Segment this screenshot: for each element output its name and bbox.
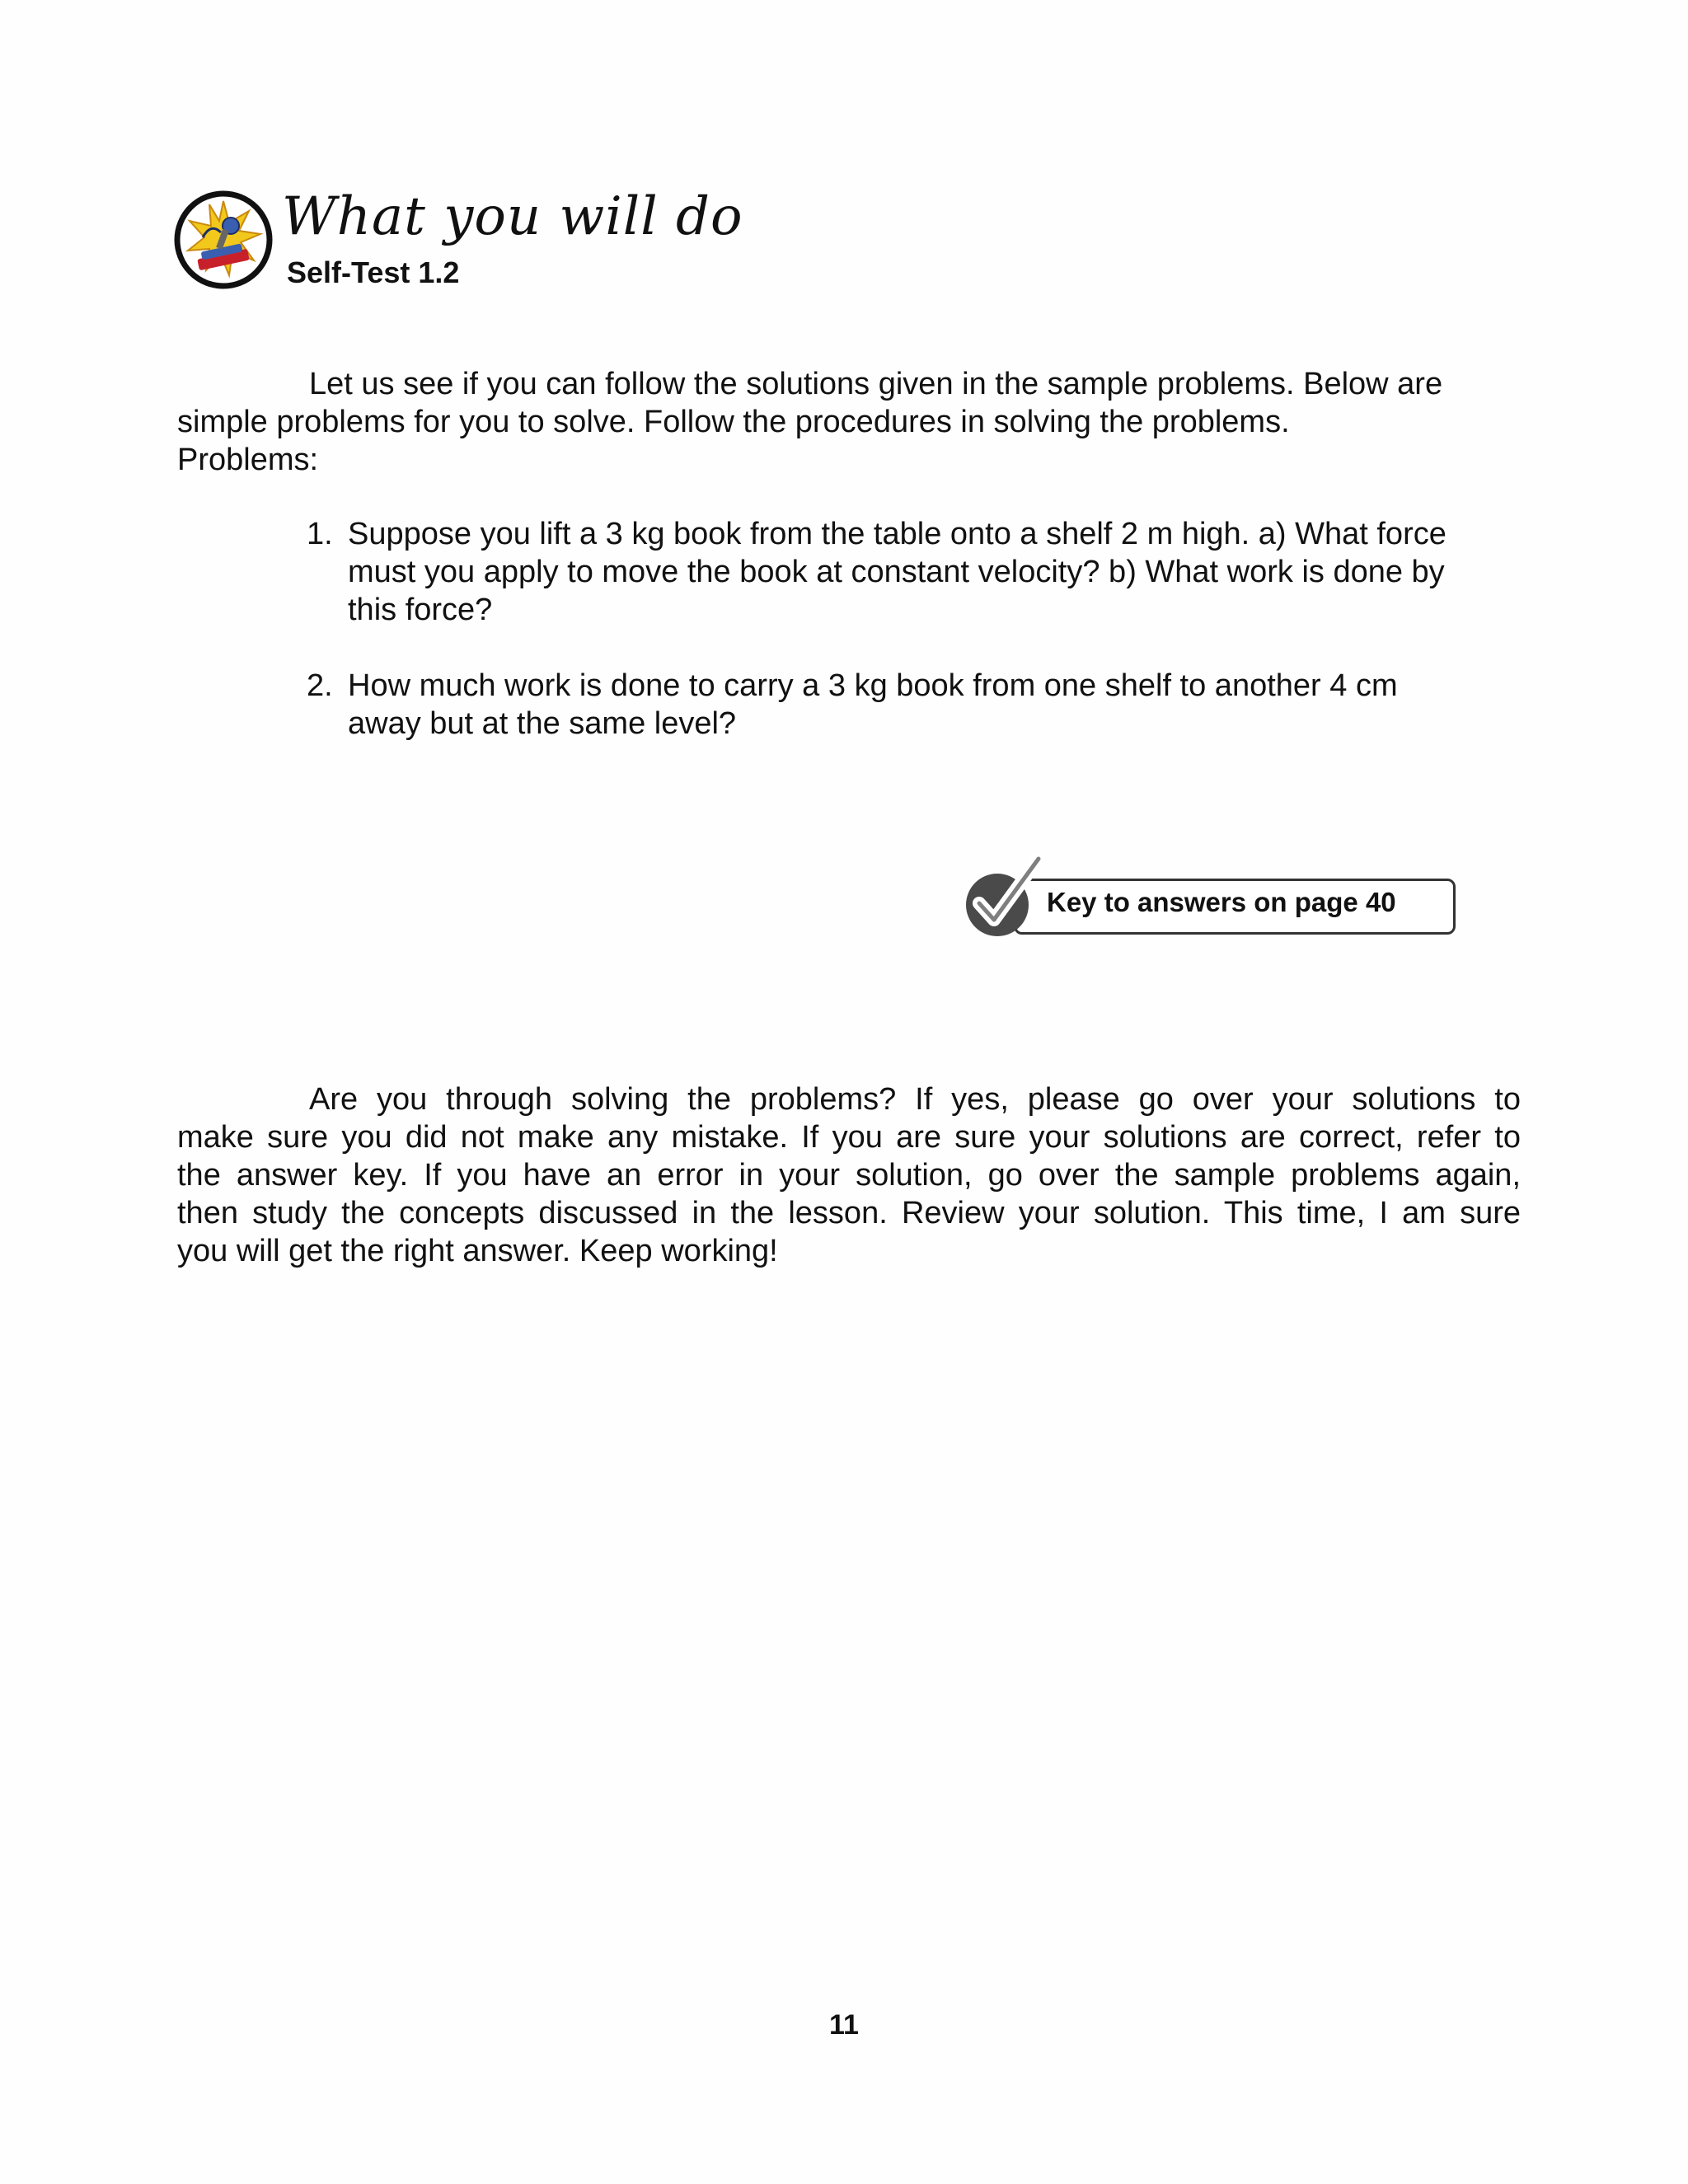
closing-line	[177, 1080, 1521, 1118]
closing-paragraph	[177, 1080, 1521, 1270]
section-header	[173, 186, 915, 293]
answer-key-callout	[963, 847, 1465, 940]
section-subtitle: Self-Test 1.2	[287, 255, 460, 289]
closing-line: the answer key. If you have an error in your solution, go over the sample problems again,	[177, 1158, 1521, 1193]
checkmark-icon	[963, 847, 1053, 940]
problem-item	[307, 515, 1526, 629]
intro-paragraph	[177, 365, 1521, 479]
intro-line-text: Let us see if you can follow the solutions given in the sample problems. Below are	[309, 367, 1443, 401]
closing-line-text: Are you through solving the problems? If yes, please go over your solutions to	[309, 1082, 1521, 1117]
problem-line: away but at the same level?	[348, 706, 737, 741]
closing-line: make sure you did not make any mistake. If you are sure your solutions are correct, refer to	[177, 1120, 1521, 1155]
problem-line: Suppose you lift a 3 kg book from the table onto a shelf 2 m high. a) What force	[348, 517, 1447, 551]
answer-key-label: Key to answers on page 40	[1047, 887, 1396, 917]
intro-line: simple problems for you to solve. Follow the procedures in solving the problems.	[177, 405, 1290, 439]
problem-item	[307, 667, 1526, 743]
problem-line: must you apply to move the book at constant velocity? b) What work is done by	[348, 555, 1445, 589]
science-emblem-icon	[173, 190, 274, 290]
problem-number: 1.	[307, 517, 333, 551]
problem-number: 2.	[307, 668, 333, 703]
section-title: What you will do	[282, 186, 743, 247]
closing-line: you will get the right answer. Keep working!	[177, 1234, 778, 1268]
problem-line: this force?	[348, 593, 493, 627]
intro-line: Problems:	[177, 443, 319, 477]
closing-line: then study the concepts discussed in the lesson. Review your solution. This time, I am sure	[177, 1196, 1521, 1230]
page-number: 11	[829, 2009, 859, 2041]
intro-line	[177, 365, 1521, 403]
problem-list	[307, 515, 1526, 780]
problem-line: How much work is done to carry a 3 kg book from one shelf to another 4 cm	[348, 668, 1398, 703]
